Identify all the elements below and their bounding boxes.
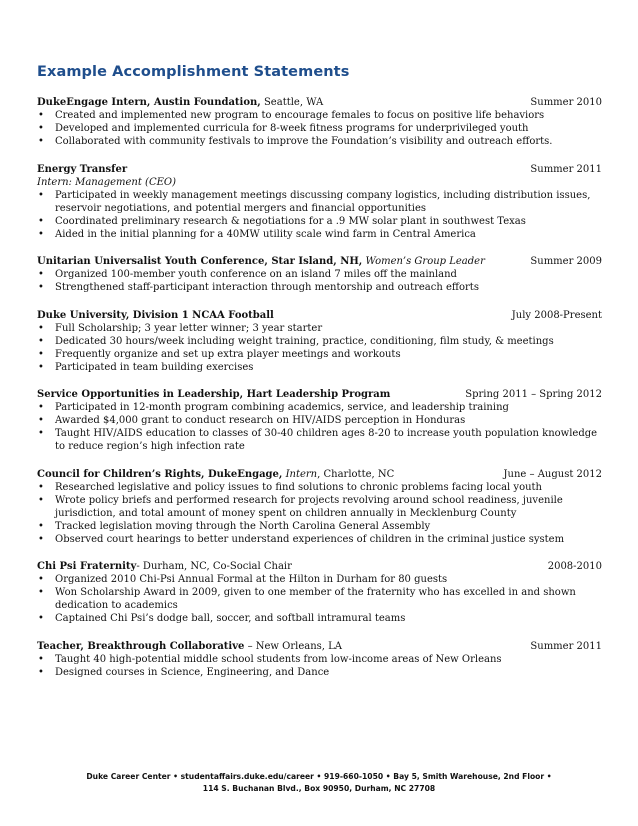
entry-heading [37, 640, 342, 653]
bullet-item [37, 427, 602, 453]
bullet-icon: • [38, 520, 44, 532]
bullet-text: Won Scholarship Award in 2009, given to one member of the fraternity who has excelled in and shown dedication to academics [55, 587, 576, 611]
entry-date: July 2008-Present [511, 309, 602, 321]
bullet-text: Observed court hearings to better understand experiences of children in the criminal justice system [55, 533, 565, 545]
bullet-icon: • [38, 428, 44, 439]
bullet-icon: • [38, 494, 44, 506]
bullet-text: Taught HIV/AIDS education to classes of 30-40 children ages 8-20 to increase youth population knowledge to reduce region’s high infection rate [55, 428, 598, 452]
entry-date: Summer 2011 [530, 640, 602, 652]
bullet-item [37, 348, 602, 361]
bullet-item [37, 533, 602, 546]
entry-subrole: Intern: Management (CEO) [37, 176, 177, 188]
bullet-text: Dedicated 30 hours/week including weight training, practice, conditioning, film study, & meetings [55, 335, 554, 347]
document-page [37, 64, 602, 693]
bullet-text: Organized 2010 Chi-Psi Annual Formal at the Hilton in Durham for 80 guests [55, 574, 448, 585]
bullet-icon: • [38, 110, 44, 121]
bullet-icon: • [38, 335, 44, 347]
entry-header [37, 309, 602, 322]
entry-organization: Teacher, Breakthrough Collaborative [37, 640, 245, 652]
bullet-icon: • [38, 136, 44, 147]
bullet-icon: • [38, 587, 44, 598]
entry [37, 163, 602, 241]
bullet-icon: • [38, 481, 44, 493]
entry-heading [37, 309, 274, 322]
entry-location: , Charlotte, NC [317, 468, 395, 480]
bullet-item [37, 215, 602, 228]
bullet-icon: • [38, 574, 44, 585]
bullet-item [37, 335, 602, 348]
bullet-list [37, 322, 602, 374]
bullet-text: Participated in weekly management meetings discussing company logistics, including distribution issues, reservoir negotiations, and potential mergers and financial opportunities [55, 189, 591, 214]
bullet-item [37, 281, 602, 294]
bullet-text: Taught 40 high-potential middle school students from low-income areas of New Orleans [55, 653, 502, 665]
bullet-item [37, 401, 602, 414]
bullet-list [37, 268, 602, 294]
bullet-text: Researched legislative and policy issues to find solutions to chronic problems facing local youth [55, 481, 542, 493]
entry-role: Intern [285, 468, 318, 480]
bullet-text: Strengthened staff-participant interaction through mentorship and outreach efforts [55, 282, 479, 293]
entry-heading [37, 255, 485, 268]
entry-location: - Durham, NC, Co-Social Chair [136, 561, 292, 572]
entry-heading [37, 96, 323, 109]
bullet-item [37, 653, 602, 666]
bullet-item [37, 268, 602, 281]
entry [37, 96, 602, 148]
entry-location: – New Orleans, LA [244, 640, 343, 652]
bullet-text: Tracked legislation moving through the North Carolina General Assembly [55, 520, 431, 532]
entry [37, 640, 602, 679]
bullet-item [37, 586, 602, 612]
bullet-icon: • [38, 215, 44, 227]
bullet-item [37, 573, 602, 586]
entry-location: Seattle, WA [260, 97, 324, 108]
bullet-icon: • [38, 228, 44, 240]
entry-header [37, 388, 602, 401]
bullet-item [37, 109, 602, 122]
bullet-icon: • [38, 282, 44, 293]
entry-header [37, 640, 602, 653]
bullet-icon: • [38, 533, 44, 545]
bullet-text: Developed and implemented curricula for 8-week fitness programs for underprivileged youth [55, 123, 529, 134]
bullet-item [37, 189, 602, 215]
entry-organization: Energy Transfer [37, 163, 128, 175]
entry-header [37, 255, 602, 268]
bullet-text: Captained Chi Psi’s dodge ball, soccer, and softball intramural teams [55, 613, 406, 624]
bullet-icon: • [38, 361, 44, 373]
bullet-item [37, 361, 602, 374]
bullet-list [37, 401, 602, 453]
entry-organization: DukeEngage Intern, Austin Foundation, [37, 97, 261, 108]
bullet-list [37, 109, 602, 148]
bullet-icon: • [38, 189, 44, 201]
bullet-icon: • [38, 348, 44, 360]
bullet-text: Wrote policy briefs and performed research for projects revolving around school readiness, juvenile jurisdiction, and total amount of money spent on children annually in Mecklenburg County [55, 494, 563, 519]
entry-header [37, 163, 602, 176]
entry-date: Summer 2011 [530, 163, 602, 175]
footer-line-2: 114 S. Buchanan Blvd., Box 90950, Durham, NC 27708 [202, 784, 436, 793]
entries-list [37, 96, 602, 679]
bullet-icon: • [38, 653, 44, 665]
entry-header [37, 560, 602, 573]
bullet-item [37, 666, 602, 679]
bullet-text: Frequently organize and set up extra player meetings and workouts [55, 348, 401, 360]
bullet-text: Collaborated with community festivals to improve the Foundation’s visibility and outreach efforts. [55, 136, 553, 147]
entry-organization: Duke University, Division 1 NCAA Football [37, 309, 274, 321]
bullet-item [37, 414, 602, 427]
entry-header [37, 96, 602, 109]
bullet-icon: • [38, 269, 44, 280]
entry-header [37, 468, 602, 481]
entry-date: June – August 2012 [503, 468, 602, 480]
bullet-text: Coordinated preliminary research & negotiations for a .9 MW solar plant in southwest Texas [55, 215, 526, 227]
bullet-text: Created and implemented new program to encourage females to focus on positive life behaviors [55, 110, 545, 121]
bullet-item [37, 494, 602, 520]
entry-date: Spring 2011 – Spring 2012 [465, 389, 602, 400]
footer-line-1: Duke Career Center • studentaffairs.duke.edu/career • 919-660-1050 • Bay 5, Smith Warehouse, 2nd Floor • [86, 772, 552, 781]
entry-date: 2008-2010 [547, 561, 602, 572]
entry [37, 388, 602, 453]
bullet-icon: • [38, 666, 44, 678]
bullet-item [37, 322, 602, 335]
entry [37, 560, 602, 625]
entry [37, 468, 602, 546]
bullet-icon: • [38, 613, 44, 624]
entry-heading [37, 468, 394, 481]
page-title: Example Accomplishment Statements [37, 64, 350, 80]
bullet-list [37, 573, 602, 625]
entry-organization: Council for Children’s Rights, DukeEngage, [37, 468, 283, 480]
bullet-item [37, 228, 602, 241]
bullet-icon: • [38, 415, 44, 426]
bullet-icon: • [38, 322, 44, 334]
bullet-list [37, 189, 602, 241]
entry-organization: Unitarian Universalist Youth Conference, Star Island, NH, [37, 256, 363, 267]
bullet-text: Awarded $4,000 grant to conduct research on HIV/AIDS perception in Honduras [55, 415, 466, 426]
bullet-item [37, 481, 602, 494]
entry-date: Summer 2010 [530, 97, 602, 108]
entry-date: Summer 2009 [530, 256, 602, 267]
bullet-list [37, 481, 602, 546]
bullet-item [37, 520, 602, 533]
bullet-icon: • [38, 123, 44, 134]
entry-organization: Chi Psi Fraternity [37, 561, 137, 572]
entry-organization: Service Opportunities in Leadership, Hart Leadership Program [37, 389, 391, 400]
bullet-list [37, 653, 602, 679]
entry-heading [37, 388, 390, 401]
footer [0, 771, 638, 795]
bullet-item [37, 122, 602, 135]
bullet-text: Full Scholarship; 3 year letter winner; 3 year starter [55, 322, 323, 334]
bullet-text: Designed courses in Science, Engineering, and Dance [55, 666, 330, 678]
entry [37, 309, 602, 374]
entry-heading [37, 163, 127, 176]
entry-role: Women’s Group Leader [365, 256, 485, 267]
bullet-text: Aided in the initial planning for a 40MW utility scale wind farm in Central America [55, 228, 476, 240]
entry [37, 255, 602, 294]
bullet-item [37, 612, 602, 625]
bullet-text: Organized 100-member youth conference on an island 7 miles off the mainland [55, 269, 457, 280]
bullet-icon: • [38, 402, 44, 413]
bullet-text: Participated in team building exercises [55, 361, 254, 373]
bullet-text: Participated in 12-month program combining academics, service, and leadership training [55, 402, 509, 413]
entry-heading [37, 560, 292, 573]
bullet-item [37, 135, 602, 148]
